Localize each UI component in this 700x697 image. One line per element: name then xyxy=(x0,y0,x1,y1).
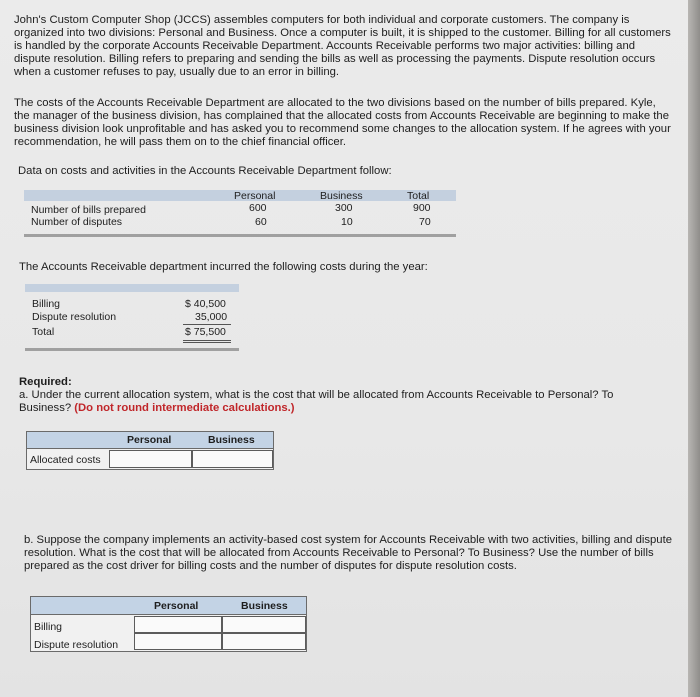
part-b-header-business: Business xyxy=(241,600,288,612)
cost-row-label: Dispute resolution xyxy=(32,311,117,323)
part-b-row-label: Billing xyxy=(34,621,63,633)
activity-row-value: 60 xyxy=(255,216,267,228)
activity-row-value: 10 xyxy=(341,216,353,228)
activity-row-label: Number of bills prepared xyxy=(31,204,146,216)
allocated-costs-business-input[interactable] xyxy=(192,450,273,468)
intro-paragraph: John's Custom Computer Shop (JCCS) assembles computers for both individual and corporate customers. The company is organized into two divisions: Personal and Business. Once a computer is built, it is shipped to the customer. Billing for all customers is handled by the corporate Accounts Receivable Department. Accounts Receivable performs two major activities: billing and dispute resolution. Billing refers to preparing and sending the bills as well as processing the payments. Dispute resolution occurs when a customer refuses to pay, usually due to an error in billing. xyxy=(14,14,671,78)
part-b-header-personal: Personal xyxy=(154,600,199,612)
part-a-note: (Do not round intermediate calculations.) xyxy=(74,402,295,414)
part-a-header-personal: Personal xyxy=(127,434,172,446)
cost-table xyxy=(25,284,239,354)
activity-table-rule xyxy=(24,234,456,237)
dispute-resolution-personal-input[interactable] xyxy=(134,633,222,650)
activity-table xyxy=(24,190,456,240)
cost-row-label: Billing xyxy=(32,298,61,310)
part-a-question-text: a. Under the current allocation system, what is the cost that will be allocated from Accounts Receivable to Personal? To Business? xyxy=(19,389,614,414)
part-a-header-business: Business xyxy=(208,434,255,446)
activity-row-label: Number of disputes xyxy=(31,216,123,228)
part-b-question: b. Suppose the company implements an activity-based cost system for Accounts Receivable with two activities, billing and dispute resolution. What is the cost that will be allocated from Accounts Receivable to Personal? To Business? Use the number of bills prepared as the cost driver for billing costs and the number of disputes for dispute resolution costs. xyxy=(24,534,673,572)
part-a-row-label: Allocated costs xyxy=(30,454,101,466)
cost-lead: The Accounts Receivable department incurred the following costs during the year: xyxy=(19,261,428,273)
activity-row-value: 900 xyxy=(413,202,431,214)
cost-row-label: Total xyxy=(32,326,55,338)
cost-total-double-rule xyxy=(183,340,231,343)
activity-header-personal: Personal xyxy=(234,190,276,202)
part-a-question xyxy=(19,389,659,415)
part-b-row-label: Dispute resolution xyxy=(34,639,119,651)
costs-paragraph: The costs of the Accounts Receivable Department are allocated to the two divisions based on the number of bills prepared. Kyle, the manager of the business division, has complained that the allocated costs from Accounts Receivable are beginning to make the business division look unprofitable and has asked you to recommend some changes to the allocation system. If he agrees with your recommendation, he will pass them on to the chief financial officer. xyxy=(14,97,671,148)
cost-row-value: $ 75,500 xyxy=(185,326,226,338)
cost-table-rule xyxy=(25,348,239,351)
dispute-resolution-business-input[interactable] xyxy=(222,633,306,650)
cost-subtotal-rule xyxy=(183,324,231,325)
page-edge xyxy=(688,0,700,697)
cost-row-value: $ 40,500 xyxy=(185,298,226,310)
activity-header-business: Business xyxy=(320,190,363,202)
activity-header-total: Total xyxy=(407,190,430,202)
billing-business-input[interactable] xyxy=(222,616,306,633)
data-lead: Data on costs and activities in the Accounts Receivable Department follow: xyxy=(18,165,392,177)
allocated-costs-personal-input[interactable] xyxy=(109,450,192,468)
part-b-answer-table xyxy=(30,596,307,654)
activity-row-value: 300 xyxy=(335,202,353,214)
billing-personal-input[interactable] xyxy=(134,616,222,633)
part-a-answer-table xyxy=(26,431,274,471)
required-label: Required: xyxy=(19,376,72,388)
cost-table-header-band xyxy=(25,284,239,292)
activity-row-value: 70 xyxy=(419,216,431,228)
cost-row-value: 35,000 xyxy=(195,311,228,323)
activity-row-value: 600 xyxy=(249,202,267,214)
